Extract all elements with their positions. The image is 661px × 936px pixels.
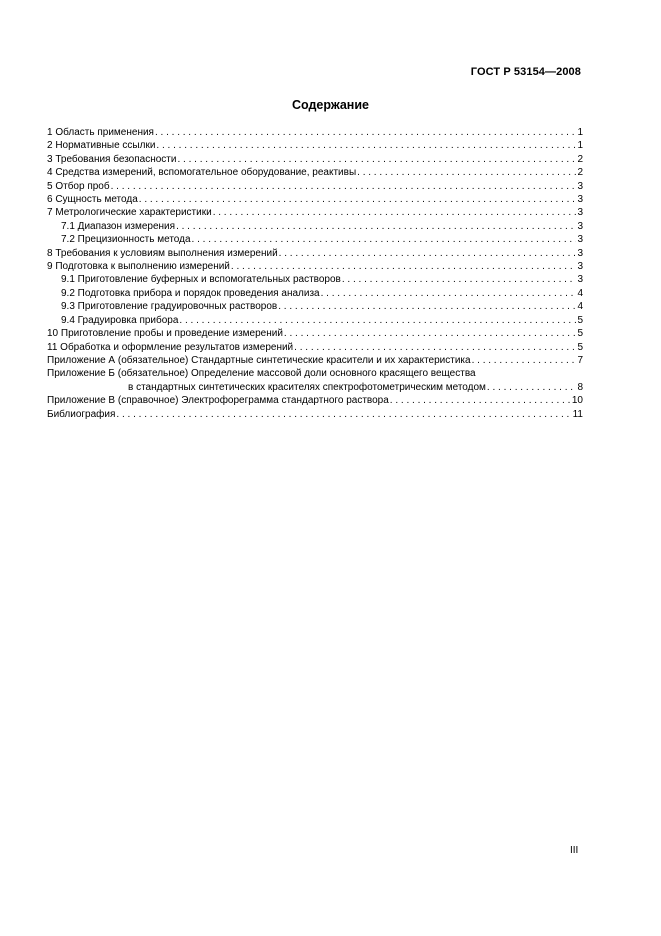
toc-entry-title: 6 Сущность метода <box>47 194 138 206</box>
toc-title: Содержание <box>291 98 369 112</box>
toc-entry-page: 11 <box>572 408 583 420</box>
toc-entry-page: 3 <box>577 261 583 273</box>
toc-entry[interactable] <box>47 394 583 407</box>
toc-entry-page: 4 <box>577 301 583 313</box>
toc-entry-title: Приложение Б (обязательное) Определение массовой доли основного красящего вещества <box>47 368 476 380</box>
toc-entry-page: 2 <box>577 167 583 179</box>
toc-entry-title: 3 Требования безопасности <box>47 153 177 165</box>
toc-entry-page: 10 <box>571 395 583 407</box>
toc-entry[interactable] <box>47 300 583 313</box>
dot-leader <box>321 287 577 300</box>
toc-entry-page: 7 <box>577 354 583 366</box>
toc-entry-page: 5 <box>577 341 583 353</box>
toc-entry-title: 5 Отбор проб <box>47 180 110 192</box>
dot-leader <box>156 139 576 152</box>
toc-entry-title: Библиография <box>47 408 116 420</box>
dot-leader <box>231 260 577 273</box>
toc-entry-title: 11 Обработка и оформление результатов измерений <box>47 341 294 353</box>
toc-entry-title: 9.4 Градуировка прибора <box>61 314 179 326</box>
dot-leader <box>176 220 576 233</box>
toc-entry-page: 3 <box>577 207 583 219</box>
toc-entry-page: 4 <box>577 287 583 299</box>
toc-entry-title: 8 Требования к условиям выполнения измерений <box>47 247 278 259</box>
dot-leader <box>116 408 571 421</box>
dot-leader <box>342 273 577 286</box>
toc-entry[interactable] <box>47 233 583 246</box>
toc-entry[interactable] <box>47 408 583 421</box>
dot-leader <box>213 206 577 219</box>
toc-entry[interactable] <box>47 260 583 273</box>
toc-entry-page: 5 <box>577 328 583 340</box>
toc-entry[interactable] <box>47 354 583 367</box>
toc-entry-title: Приложение А (обязательное) Стандартные синтетические красители и их характеристика <box>47 354 471 366</box>
toc-entry-page: 3 <box>577 220 583 232</box>
toc-entry-title: 4 Средства измерений, вспомогательное оборудование, реактивы <box>47 167 357 179</box>
toc-entry-page: 3 <box>577 234 583 246</box>
toc-entry-title: 1 Область применения <box>47 127 154 138</box>
toc-entry-title: 7.2 Прецизионность метода <box>61 234 191 246</box>
toc-entry-page: 8 <box>577 381 583 393</box>
toc-entry-title: 9.2 Подготовка прибора и порядок проведения анализа <box>61 287 320 299</box>
toc-entry[interactable] <box>47 220 583 233</box>
toc-entry-title: 7 Метрологические характеристики <box>47 207 212 219</box>
dot-leader <box>472 354 577 367</box>
page-number: III <box>570 845 579 856</box>
toc-entry-page: 1 <box>577 127 583 138</box>
toc-entry-title: 2 Нормативные ссылки <box>47 140 156 152</box>
toc-entry-title: 9.3 Приготовление градуировочных растворов <box>61 301 278 313</box>
toc-entry-title: Приложение В (справочное) Электрофореграмма стандартного раствора <box>47 395 389 407</box>
toc-entry[interactable] <box>47 193 583 206</box>
toc-entry-title: 7.1 Диапазон измерения <box>61 220 176 232</box>
toc-entry-page: 5 <box>577 314 583 326</box>
dot-leader <box>177 153 576 166</box>
toc-entry-page: 3 <box>577 247 583 259</box>
toc-entry[interactable] <box>47 327 583 340</box>
toc-entry[interactable] <box>47 206 583 219</box>
toc-entry[interactable] <box>47 341 583 354</box>
dot-leader <box>279 247 577 260</box>
toc-entry-page: 3 <box>577 194 583 206</box>
document-code: ГОСТ Р 53154—2008 <box>470 66 581 78</box>
toc-entry-title: 10 Приготовление пробы и проведение измерений <box>47 328 283 340</box>
toc-entry[interactable] <box>47 247 583 260</box>
toc-entry-page: 3 <box>577 274 583 286</box>
dot-leader <box>192 233 577 246</box>
toc-entry-title: 9.1 Приготовление буферных и вспомогательных растворов <box>61 274 341 286</box>
toc-entry[interactable] <box>47 139 583 152</box>
toc-entry[interactable] <box>47 153 583 166</box>
toc-entry[interactable] <box>47 273 583 286</box>
dot-leader <box>390 394 571 407</box>
toc-entry-page: 2 <box>577 153 583 165</box>
toc-entry-page: 3 <box>577 180 583 192</box>
table-of-contents <box>47 126 583 421</box>
toc-entry-title-continuation: в стандартных синтетических красителях спектрофотометрическим методом <box>128 381 486 393</box>
dot-leader <box>278 300 576 313</box>
toc-entry-page: 1 <box>577 140 583 152</box>
toc-entry[interactable] <box>47 367 583 394</box>
dot-leader <box>284 327 577 340</box>
toc-entry-title: 9 Подготовка к выполнению измерений <box>47 261 230 273</box>
toc-entry[interactable] <box>47 287 583 300</box>
toc-entry[interactable] <box>47 126 583 139</box>
dot-leader <box>487 381 577 394</box>
dot-leader <box>139 193 577 206</box>
dot-leader <box>357 166 576 179</box>
dot-leader <box>179 314 576 327</box>
dot-leader <box>111 180 577 193</box>
toc-entry[interactable] <box>47 314 583 327</box>
toc-entry[interactable] <box>47 180 583 193</box>
dot-leader <box>155 126 576 139</box>
toc-entry[interactable] <box>47 166 583 179</box>
dot-leader <box>294 341 576 354</box>
